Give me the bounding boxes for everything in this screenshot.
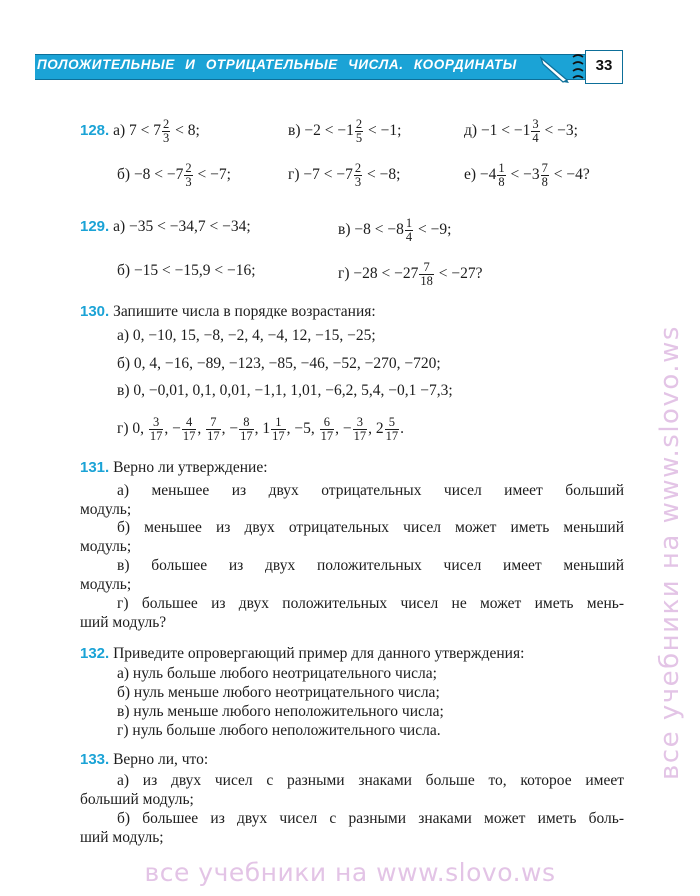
expr-text: , 1	[254, 420, 271, 438]
expr-text: −2 < −1	[304, 122, 354, 140]
expr-text: −8 < −7	[133, 166, 184, 184]
watermark-bottom: все учебники на www.slovo.ws	[144, 858, 556, 887]
expr-text: , 2	[368, 420, 384, 438]
item-label: а)	[113, 218, 126, 235]
expr-text: < −1;	[364, 122, 402, 140]
problem-131-item-b-line1: б) меньшее из двух отрицательных чисел может иметь меньший	[117, 519, 624, 536]
expr-text: < −3	[506, 166, 540, 184]
problem-133-title	[80, 750, 208, 770]
expr-text: < −4?	[549, 166, 590, 184]
expr-text: , −	[221, 420, 239, 438]
fraction: $\frac{3}{17}$	[149, 415, 163, 443]
problem-text: Запишите числа в порядке возрастания:	[113, 303, 376, 320]
problem-130-item-v: в) 0, −0,01, 0,1, 0,01, −1,1, 1,01, −6,2, 5,4, −0,1 −7,3;	[117, 382, 453, 399]
expr-text: 7 < 7	[129, 122, 161, 140]
problem-128-item-b	[117, 162, 231, 189]
expr-text: , −	[335, 420, 352, 438]
problem-133-item-a-line1: а) из двух чисел с разными знаками больше то, которое имеет	[117, 772, 624, 789]
page-number: 33	[595, 57, 613, 74]
problem-number: 130.	[80, 303, 110, 320]
fraction: $\frac{4}{17}$	[182, 415, 196, 443]
page-header	[35, 50, 625, 84]
fraction: $\frac{2}{3}$	[354, 161, 362, 189]
problem-132-title	[80, 644, 524, 664]
item-label: д)	[464, 122, 478, 140]
expr-text: −28 < −27	[353, 265, 419, 283]
problem-132-item-v: в) нуль меньше любого неположительного числа;	[117, 703, 444, 720]
problem-130-item-b: б) 0, 4, −16, −89, −123, −85, −46, −52, −270, −720;	[117, 355, 441, 372]
pen-icon	[539, 50, 571, 84]
expr-text: < −8;	[363, 166, 401, 184]
problem-number: 128.	[80, 122, 110, 140]
problem-text: Верно ли, что:	[113, 751, 209, 768]
problem-130-item-g	[117, 416, 404, 443]
page-number-box	[585, 50, 623, 84]
problem-text: Верно ли утверждение:	[113, 459, 268, 476]
expr-text: < −27?	[434, 265, 483, 283]
problem-number: 132.	[80, 645, 110, 662]
expr-text: , −5,	[286, 420, 319, 438]
problem-131-item-a-line1: а) меньшее из двух отрицательных чисел имеет больший	[117, 482, 624, 499]
problem-131-item-g-line2: ший модуль?	[80, 614, 167, 631]
expr-text: , −	[164, 420, 181, 438]
expr-text: −35 < −34,7 < −34;	[129, 218, 251, 235]
fraction: $\frac{8}{17}$	[240, 415, 253, 443]
problem-133-item-b-line1: б) большее из двух чисел с разными знаками может иметь боль-	[117, 810, 624, 827]
fraction: $\frac{2}{3}$	[163, 117, 170, 145]
item-label: в)	[338, 221, 351, 239]
problem-129-item-b	[117, 261, 256, 281]
problem-131-item-a-line2: модуль;	[80, 501, 132, 518]
item-label: а)	[113, 122, 126, 140]
expr-text: −15 < −15,9 < −16;	[133, 262, 256, 279]
problem-130-title	[80, 302, 376, 322]
expr-text: г) 0,	[117, 420, 148, 438]
problem-132-item-b: б) нуль меньше любого неотрицательного числа;	[117, 684, 440, 701]
item-label: г)	[288, 166, 300, 184]
fraction: $\frac{7}{8}$	[541, 161, 548, 189]
fraction: $\frac{2}{5}$	[355, 117, 363, 145]
problem-131-item-v-line2: модуль;	[80, 576, 132, 593]
problem-132-item-g: г) нуль больше любого неположительного числа.	[117, 722, 441, 739]
problem-128-item-e	[464, 162, 590, 189]
problem-128-item-d	[464, 118, 578, 145]
fraction: $\frac{5}{17}$	[385, 415, 399, 443]
problem-number: 129.	[80, 218, 110, 235]
expr-text: < −3;	[540, 122, 578, 140]
fraction: $\frac{1}{17}$	[272, 415, 285, 443]
expr-text: < 8;	[171, 122, 200, 140]
problem-131-item-b-line2: модуль;	[80, 538, 132, 555]
problem-131-item-v-line1: в) большее из двух положительных чисел имеет меньший	[117, 557, 624, 574]
problem-131-title	[80, 458, 268, 478]
problem-129-row-1	[80, 217, 251, 237]
fraction: $\frac{3}{4}$	[532, 117, 539, 145]
problem-129-item-g	[338, 261, 483, 288]
problem-text: Приведите опровергающий пример для данного утверждения:	[113, 645, 525, 662]
watermark-vertical: все учебники на www.slovo.ws	[655, 325, 685, 780]
expr-text: −4	[479, 166, 497, 184]
expr-text: −8 < −8	[354, 221, 404, 239]
expr-text: −1 < −1	[480, 122, 531, 140]
fraction: $\frac{6}{17}$	[320, 415, 334, 443]
spiral-binding-icon	[571, 50, 585, 84]
problem-number: 133.	[80, 751, 110, 768]
expr-text: .	[400, 420, 405, 438]
expr-text: −7 < −7	[303, 166, 353, 184]
problem-131-item-g-line1: г) большее из двух положительных чисел не может иметь мень-	[117, 595, 624, 612]
item-label: б)	[117, 262, 131, 279]
fraction: $\frac{7}{18}$	[420, 260, 433, 288]
expr-text: < −7;	[193, 166, 231, 184]
problem-129-item-v	[338, 217, 451, 244]
item-label: г)	[338, 265, 350, 283]
item-label: в)	[288, 122, 301, 140]
problem-133-item-b-line2: ший модуль;	[80, 829, 164, 846]
fraction: $\frac{3}{17}$	[353, 415, 367, 443]
expr-text: < −9;	[414, 221, 452, 239]
chapter-title: ПОЛОЖИТЕЛЬНЫЕ И ОТРИЦАТЕЛЬНЫЕ ЧИСЛА. КООРДИНАТЫ	[37, 57, 517, 72]
problem-128-item-g	[288, 162, 400, 189]
fraction: $\frac{7}{17}$	[207, 415, 220, 443]
problem-128-item-v	[288, 118, 401, 145]
item-label: б)	[117, 166, 131, 184]
problem-133-item-a-line2: больший модуль;	[80, 791, 194, 808]
fraction: $\frac{1}{4}$	[405, 216, 413, 244]
problem-132-item-a: а) нуль больше любого неотрицательного числа;	[117, 665, 437, 682]
item-label: е)	[464, 166, 477, 184]
problem-130-item-a: а) 0, −10, 15, −8, −2, 4, −4, 12, −15, −25;	[117, 327, 376, 344]
fraction: $\frac{2}{3}$	[185, 161, 192, 189]
fraction: $\frac{1}{8}$	[498, 161, 505, 189]
problem-128-row-1	[80, 118, 200, 145]
expr-text: ,	[197, 420, 206, 438]
problem-number: 131.	[80, 459, 110, 476]
